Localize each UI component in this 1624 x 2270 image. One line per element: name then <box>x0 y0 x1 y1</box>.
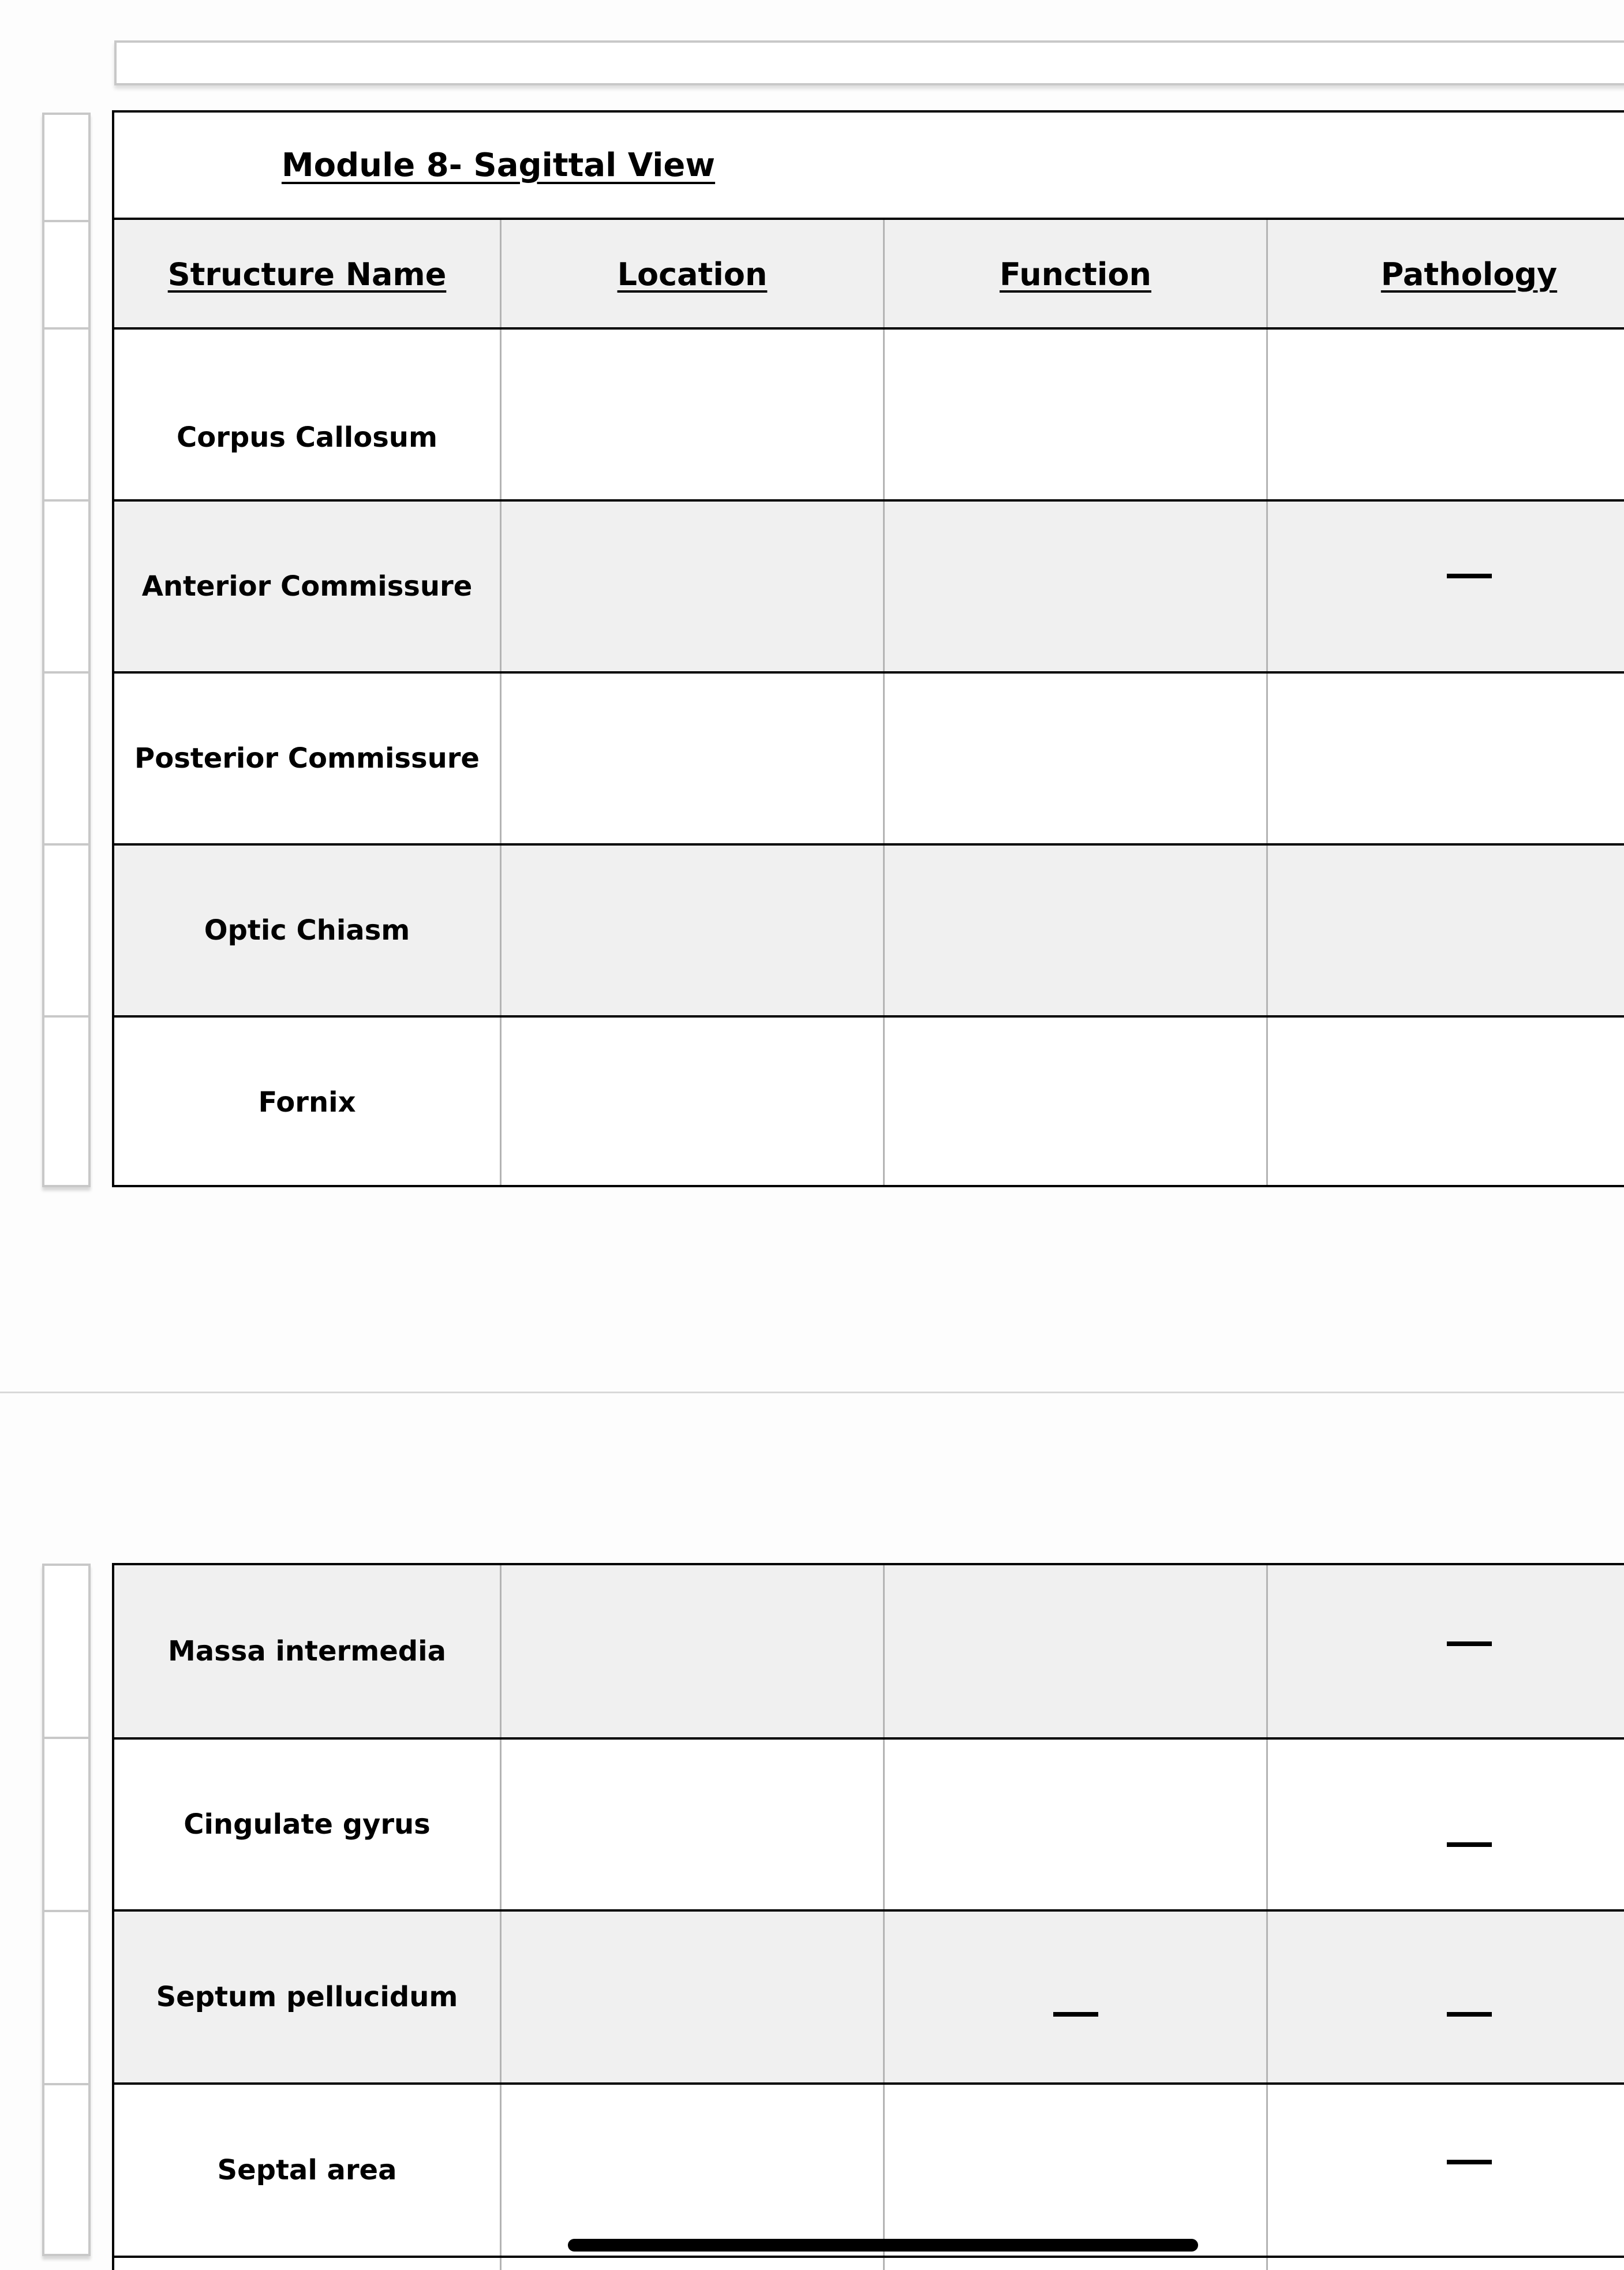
structure-name: Cingulate gyrus <box>184 1808 431 1841</box>
row-handle[interactable] <box>44 1566 88 1739</box>
pathology-cell[interactable] <box>1266 1740 1624 1909</box>
row-handle-gutter-2 <box>42 1564 91 2256</box>
location-cell[interactable] <box>500 330 883 499</box>
structure-name-cell[interactable] <box>114 1912 500 2082</box>
function-cell[interactable] <box>883 330 1266 499</box>
table-row <box>112 1563 1624 1737</box>
location-cell[interactable] <box>500 1740 883 1909</box>
structure-name: Optic Chiasm <box>204 914 410 947</box>
function-cell[interactable] <box>883 1740 1266 1909</box>
location-cell[interactable] <box>500 2258 883 2270</box>
row-handle[interactable] <box>44 846 88 1018</box>
row-handle-gutter-1 <box>42 113 91 1187</box>
row-handle[interactable] <box>44 330 88 502</box>
function-cell[interactable] <box>883 1565 1266 1737</box>
header-location: Location <box>500 220 883 328</box>
table-row <box>112 1015 1624 1187</box>
row-handle[interactable] <box>44 115 88 222</box>
function-cell[interactable] <box>883 846 1266 1015</box>
pathology-cell[interactable] <box>1266 1565 1624 1737</box>
header-function: Function <box>883 220 1266 328</box>
location-cell[interactable] <box>500 502 883 671</box>
function-cell[interactable] <box>883 674 1266 843</box>
function-cell[interactable] <box>883 2085 1266 2256</box>
table-title: Module 8- Sagittal View <box>281 146 716 184</box>
location-cell[interactable] <box>500 1018 883 1187</box>
table-row <box>112 2256 1624 2270</box>
header-structure-name: Structure Name <box>167 256 447 293</box>
structure-name: Corpus Callosum <box>177 421 437 454</box>
pathology-cell[interactable] <box>1266 846 1624 1015</box>
sagittal-view-table-continued <box>112 1563 1624 2270</box>
pathology-cell[interactable] <box>1266 674 1624 843</box>
empty-dash-icon <box>1447 1842 1492 1847</box>
table-row <box>112 327 1624 499</box>
structure-name: Septal area <box>217 2154 397 2186</box>
structure-name-cell[interactable] <box>114 1018 500 1187</box>
table-title-row <box>112 110 1624 218</box>
structure-name-cell[interactable] <box>114 674 500 843</box>
structure-name-cell[interactable] <box>114 502 500 671</box>
structure-name: Fornix <box>258 1086 356 1119</box>
table-row <box>112 499 1624 671</box>
home-indicator-bar[interactable] <box>568 2239 1198 2252</box>
empty-dash-icon <box>1447 2012 1492 2017</box>
page-separator <box>0 1392 1624 1393</box>
table-row <box>112 1909 1624 2082</box>
empty-dash-icon <box>1053 2012 1098 2017</box>
row-handle[interactable] <box>44 2085 88 2258</box>
table-header-row <box>112 218 1624 328</box>
table-row <box>112 2082 1624 2256</box>
row-handle[interactable] <box>44 502 88 674</box>
pathology-cell[interactable] <box>1266 502 1624 671</box>
function-cell[interactable] <box>883 1912 1266 2082</box>
location-cell[interactable] <box>500 1565 883 1737</box>
header-pathology: Pathology <box>1266 220 1624 328</box>
structure-name-cell[interactable] <box>114 1565 500 1737</box>
pathology-cell[interactable] <box>1266 1912 1624 2082</box>
table-bottom-border <box>112 1185 1624 1187</box>
empty-dash-icon <box>1447 2160 1492 2164</box>
row-handle[interactable] <box>44 222 88 330</box>
row-handle[interactable] <box>44 1739 88 1912</box>
structure-name-cell[interactable] <box>114 1740 500 1909</box>
pathology-cell[interactable] <box>1266 1018 1624 1187</box>
location-cell[interactable] <box>500 846 883 1015</box>
structure-name-cell[interactable] <box>114 330 500 499</box>
pathology-cell[interactable] <box>1266 330 1624 499</box>
structure-name-cell[interactable] <box>114 2258 500 2270</box>
structure-name: Septum pellucidum <box>156 1981 458 2013</box>
function-cell[interactable] <box>883 1018 1266 1187</box>
pathology-cell[interactable] <box>1266 2085 1624 2256</box>
sagittal-view-table <box>112 110 1624 1187</box>
structure-name: Posterior Commissure <box>134 742 480 775</box>
top-toolbar-strip <box>114 40 1624 85</box>
empty-dash-icon <box>1447 1641 1492 1646</box>
structure-name: Massa intermedia <box>168 1635 446 1667</box>
function-cell[interactable] <box>883 502 1266 671</box>
table-row <box>112 671 1624 843</box>
table-row <box>112 843 1624 1015</box>
location-cell[interactable] <box>500 1912 883 2082</box>
row-handle[interactable] <box>44 1912 88 2085</box>
structure-name: Anterior Commissure <box>141 570 473 603</box>
row-handle[interactable] <box>44 1018 88 1190</box>
location-cell[interactable] <box>500 674 883 843</box>
row-handle[interactable] <box>44 674 88 846</box>
structure-name-cell[interactable] <box>114 846 500 1015</box>
empty-dash-icon <box>1447 574 1492 578</box>
structure-name-cell[interactable] <box>114 2085 500 2256</box>
table-row <box>112 1737 1624 1909</box>
location-cell[interactable] <box>500 2085 883 2256</box>
pathology-cell[interactable] <box>1266 2258 1624 2270</box>
function-cell[interactable] <box>883 2258 1266 2270</box>
